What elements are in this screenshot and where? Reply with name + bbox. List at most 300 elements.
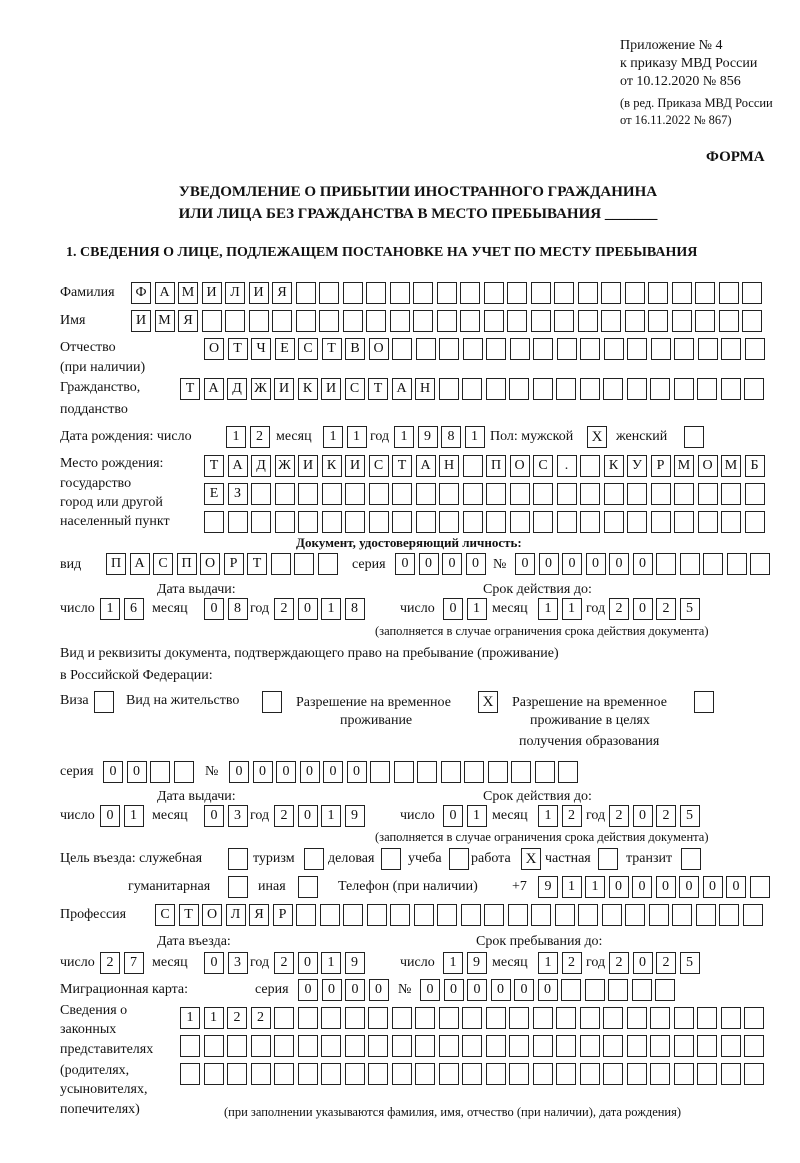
- char-box[interactable]: [745, 511, 765, 533]
- char-box[interactable]: 0: [514, 979, 534, 1001]
- char-box[interactable]: [343, 310, 363, 332]
- char-box[interactable]: [533, 338, 553, 360]
- char-box[interactable]: [462, 1063, 482, 1085]
- char-box[interactable]: [604, 483, 624, 505]
- char-box[interactable]: И: [298, 455, 318, 477]
- char-box[interactable]: [533, 511, 553, 533]
- purpose-private-checkbox[interactable]: [598, 848, 618, 870]
- char-box[interactable]: [557, 511, 577, 533]
- char-box[interactable]: 3: [228, 952, 248, 974]
- char-box[interactable]: [703, 553, 723, 575]
- char-box[interactable]: [296, 310, 316, 332]
- char-box[interactable]: [488, 761, 508, 783]
- char-box[interactable]: У: [627, 455, 647, 477]
- char-box[interactable]: [319, 310, 339, 332]
- char-box[interactable]: 0: [442, 553, 462, 575]
- char-box[interactable]: [251, 511, 271, 533]
- char-box[interactable]: [369, 483, 389, 505]
- char-box[interactable]: И: [274, 378, 294, 400]
- char-box[interactable]: [460, 282, 480, 304]
- char-box[interactable]: [439, 483, 459, 505]
- char-box[interactable]: [439, 1035, 459, 1057]
- char-box[interactable]: К: [604, 455, 624, 477]
- char-box[interactable]: [392, 1063, 412, 1085]
- char-box[interactable]: О: [202, 904, 222, 926]
- char-box[interactable]: Н: [439, 455, 459, 477]
- char-box[interactable]: [460, 310, 480, 332]
- char-box[interactable]: 0: [539, 553, 559, 575]
- char-box[interactable]: [580, 511, 600, 533]
- char-box[interactable]: 0: [633, 553, 653, 575]
- char-box[interactable]: 2: [274, 805, 294, 827]
- char-box[interactable]: [390, 904, 410, 926]
- char-box[interactable]: 1: [465, 426, 485, 448]
- char-box[interactable]: 0: [298, 598, 318, 620]
- char-box[interactable]: [603, 1063, 623, 1085]
- char-box[interactable]: [698, 483, 718, 505]
- char-box[interactable]: 0: [276, 761, 296, 783]
- char-box[interactable]: [557, 483, 577, 505]
- char-box[interactable]: [345, 483, 365, 505]
- char-box[interactable]: 2: [274, 952, 294, 974]
- char-box[interactable]: Е: [204, 483, 224, 505]
- char-box[interactable]: О: [510, 455, 530, 477]
- char-box[interactable]: [674, 511, 694, 533]
- char-box[interactable]: [580, 1007, 600, 1029]
- char-box[interactable]: [251, 1035, 271, 1057]
- char-box[interactable]: [627, 511, 647, 533]
- char-box[interactable]: [535, 761, 555, 783]
- char-box[interactable]: 5: [680, 805, 700, 827]
- char-box[interactable]: [672, 904, 692, 926]
- char-box[interactable]: [578, 282, 598, 304]
- char-box[interactable]: 0: [679, 876, 699, 898]
- char-box[interactable]: 0: [419, 553, 439, 575]
- trp-education-checkbox[interactable]: [694, 691, 714, 713]
- char-box[interactable]: [298, 511, 318, 533]
- char-box[interactable]: И: [321, 378, 341, 400]
- char-box[interactable]: 1: [321, 952, 341, 974]
- char-box[interactable]: [202, 310, 222, 332]
- char-box[interactable]: [437, 282, 457, 304]
- char-box[interactable]: С: [345, 378, 365, 400]
- char-box[interactable]: С: [155, 904, 175, 926]
- char-box[interactable]: [672, 282, 692, 304]
- char-box[interactable]: [225, 310, 245, 332]
- char-box[interactable]: [463, 338, 483, 360]
- purpose-tourism-checkbox[interactable]: [304, 848, 324, 870]
- char-box[interactable]: [439, 1007, 459, 1029]
- char-box[interactable]: Ж: [275, 455, 295, 477]
- char-box[interactable]: 0: [204, 805, 224, 827]
- purpose-study-checkbox[interactable]: [449, 848, 469, 870]
- char-box[interactable]: [603, 378, 623, 400]
- char-box[interactable]: Л: [225, 282, 245, 304]
- char-box[interactable]: [625, 904, 645, 926]
- char-box[interactable]: [695, 310, 715, 332]
- char-box[interactable]: [319, 282, 339, 304]
- char-box[interactable]: [370, 761, 390, 783]
- char-box[interactable]: [744, 1035, 764, 1057]
- char-box[interactable]: Я: [272, 282, 292, 304]
- char-box[interactable]: [533, 483, 553, 505]
- char-box[interactable]: 1: [467, 598, 487, 620]
- char-box[interactable]: П: [106, 553, 126, 575]
- char-box[interactable]: 2: [227, 1007, 247, 1029]
- char-box[interactable]: [655, 979, 675, 1001]
- char-box[interactable]: [672, 310, 692, 332]
- char-box[interactable]: [228, 511, 248, 533]
- char-box[interactable]: [390, 282, 410, 304]
- char-box[interactable]: [298, 1063, 318, 1085]
- char-box[interactable]: 9: [538, 876, 558, 898]
- char-box[interactable]: [439, 1063, 459, 1085]
- char-box[interactable]: [602, 904, 622, 926]
- char-box[interactable]: 0: [345, 979, 365, 1001]
- char-box[interactable]: [392, 338, 412, 360]
- char-box[interactable]: Р: [224, 553, 244, 575]
- char-box[interactable]: [439, 511, 459, 533]
- char-box[interactable]: [627, 1007, 647, 1029]
- char-box[interactable]: 0: [467, 979, 487, 1001]
- char-box[interactable]: 0: [586, 553, 606, 575]
- char-box[interactable]: Т: [247, 553, 267, 575]
- char-box[interactable]: [508, 904, 528, 926]
- char-box[interactable]: [343, 282, 363, 304]
- char-box[interactable]: 0: [347, 761, 367, 783]
- char-box[interactable]: 1: [323, 426, 343, 448]
- char-box[interactable]: С: [153, 553, 173, 575]
- char-box[interactable]: 1: [226, 426, 246, 448]
- char-box[interactable]: И: [345, 455, 365, 477]
- char-box[interactable]: [274, 1063, 294, 1085]
- char-box[interactable]: [533, 378, 553, 400]
- char-box[interactable]: Ф: [131, 282, 151, 304]
- char-box[interactable]: [509, 1063, 529, 1085]
- char-box[interactable]: Д: [251, 455, 271, 477]
- char-box[interactable]: М: [674, 455, 694, 477]
- char-box[interactable]: [486, 1035, 506, 1057]
- char-box[interactable]: [251, 1063, 271, 1085]
- char-box[interactable]: [298, 1007, 318, 1029]
- char-box[interactable]: 0: [703, 876, 723, 898]
- char-box[interactable]: [627, 378, 647, 400]
- trp-checkbox[interactable]: X: [478, 691, 498, 713]
- char-box[interactable]: [561, 979, 581, 1001]
- char-box[interactable]: [697, 1007, 717, 1029]
- char-box[interactable]: [558, 761, 578, 783]
- char-box[interactable]: [608, 979, 628, 1001]
- char-box[interactable]: [486, 511, 506, 533]
- char-box[interactable]: [650, 1035, 670, 1057]
- char-box[interactable]: [345, 1035, 365, 1057]
- char-box[interactable]: 9: [345, 805, 365, 827]
- char-box[interactable]: Т: [392, 455, 412, 477]
- char-box[interactable]: [390, 310, 410, 332]
- char-box[interactable]: А: [416, 455, 436, 477]
- char-box[interactable]: [510, 483, 530, 505]
- char-box[interactable]: [486, 338, 506, 360]
- char-box[interactable]: 0: [300, 761, 320, 783]
- char-box[interactable]: 1: [585, 876, 605, 898]
- char-box[interactable]: 3: [228, 805, 248, 827]
- char-box[interactable]: О: [204, 338, 224, 360]
- char-box[interactable]: [557, 338, 577, 360]
- char-box[interactable]: [368, 1007, 388, 1029]
- char-box[interactable]: [744, 1063, 764, 1085]
- char-box[interactable]: Т: [180, 378, 200, 400]
- char-box[interactable]: [509, 378, 529, 400]
- char-box[interactable]: [750, 876, 770, 898]
- char-box[interactable]: [674, 483, 694, 505]
- char-box[interactable]: М: [721, 455, 741, 477]
- char-box[interactable]: 1: [538, 598, 558, 620]
- char-box[interactable]: 1: [538, 805, 558, 827]
- char-box[interactable]: О: [698, 455, 718, 477]
- char-box[interactable]: 2: [100, 952, 120, 974]
- char-box[interactable]: Л: [226, 904, 246, 926]
- char-box[interactable]: [585, 979, 605, 1001]
- char-box[interactable]: 1: [124, 805, 144, 827]
- purpose-transit-checkbox[interactable]: [681, 848, 701, 870]
- char-box[interactable]: [650, 378, 670, 400]
- char-box[interactable]: [533, 1035, 553, 1057]
- char-box[interactable]: [416, 338, 436, 360]
- char-box[interactable]: [625, 282, 645, 304]
- char-box[interactable]: 7: [124, 952, 144, 974]
- char-box[interactable]: 0: [323, 761, 343, 783]
- char-box[interactable]: 0: [443, 598, 463, 620]
- char-box[interactable]: 0: [491, 979, 511, 1001]
- char-box[interactable]: [721, 483, 741, 505]
- char-box[interactable]: [604, 511, 624, 533]
- char-box[interactable]: 0: [656, 876, 676, 898]
- char-box[interactable]: [554, 310, 574, 332]
- char-box[interactable]: 2: [274, 598, 294, 620]
- char-box[interactable]: [204, 1035, 224, 1057]
- char-box[interactable]: [604, 338, 624, 360]
- char-box[interactable]: [271, 553, 291, 575]
- char-box[interactable]: [580, 483, 600, 505]
- char-box[interactable]: [743, 904, 763, 926]
- char-box[interactable]: [627, 1035, 647, 1057]
- char-box[interactable]: [648, 282, 668, 304]
- char-box[interactable]: [392, 483, 412, 505]
- char-box[interactable]: [507, 310, 527, 332]
- char-box[interactable]: [556, 1035, 576, 1057]
- char-box[interactable]: [750, 553, 770, 575]
- char-box[interactable]: 1: [562, 598, 582, 620]
- char-box[interactable]: [441, 761, 461, 783]
- char-box[interactable]: К: [298, 378, 318, 400]
- char-box[interactable]: 2: [656, 598, 676, 620]
- char-box[interactable]: [627, 338, 647, 360]
- char-box[interactable]: О: [200, 553, 220, 575]
- char-box[interactable]: А: [228, 455, 248, 477]
- char-box[interactable]: [345, 511, 365, 533]
- char-box[interactable]: [649, 904, 669, 926]
- purpose-work-checkbox[interactable]: X: [521, 848, 541, 870]
- char-box[interactable]: [462, 1035, 482, 1057]
- char-box[interactable]: 0: [229, 761, 249, 783]
- char-box[interactable]: 1: [538, 952, 558, 974]
- char-box[interactable]: 0: [103, 761, 123, 783]
- char-box[interactable]: [509, 1007, 529, 1029]
- char-box[interactable]: [698, 338, 718, 360]
- char-box[interactable]: 0: [562, 553, 582, 575]
- char-box[interactable]: 2: [562, 805, 582, 827]
- char-box[interactable]: [533, 1007, 553, 1029]
- char-box[interactable]: [580, 1063, 600, 1085]
- char-box[interactable]: 1: [180, 1007, 200, 1029]
- char-box[interactable]: [366, 282, 386, 304]
- char-box[interactable]: 1: [204, 1007, 224, 1029]
- char-box[interactable]: П: [486, 455, 506, 477]
- char-box[interactable]: [486, 378, 506, 400]
- char-box[interactable]: [603, 1035, 623, 1057]
- char-box[interactable]: 2: [251, 1007, 271, 1029]
- char-box[interactable]: [321, 1035, 341, 1057]
- char-box[interactable]: [721, 511, 741, 533]
- char-box[interactable]: [627, 483, 647, 505]
- char-box[interactable]: [415, 1035, 435, 1057]
- char-box[interactable]: [321, 1007, 341, 1029]
- char-box[interactable]: Т: [228, 338, 248, 360]
- char-box[interactable]: [651, 483, 671, 505]
- char-box[interactable]: [601, 310, 621, 332]
- char-box[interactable]: [249, 310, 269, 332]
- char-box[interactable]: [150, 761, 170, 783]
- char-box[interactable]: [650, 1063, 670, 1085]
- char-box[interactable]: 0: [632, 876, 652, 898]
- char-box[interactable]: 2: [562, 952, 582, 974]
- char-box[interactable]: 9: [345, 952, 365, 974]
- char-box[interactable]: 0: [726, 876, 746, 898]
- char-box[interactable]: [510, 511, 530, 533]
- char-box[interactable]: 0: [538, 979, 558, 1001]
- char-box[interactable]: 0: [298, 979, 318, 1001]
- char-box[interactable]: [578, 904, 598, 926]
- char-box[interactable]: [603, 1007, 623, 1029]
- char-box[interactable]: [651, 338, 671, 360]
- char-box[interactable]: [204, 1063, 224, 1085]
- purpose-other-checkbox[interactable]: [298, 876, 318, 898]
- char-box[interactable]: [674, 338, 694, 360]
- char-box[interactable]: [580, 338, 600, 360]
- char-box[interactable]: [272, 310, 292, 332]
- char-box[interactable]: [416, 511, 436, 533]
- char-box[interactable]: Н: [415, 378, 435, 400]
- char-box[interactable]: [674, 1007, 694, 1029]
- char-box[interactable]: Р: [651, 455, 671, 477]
- char-box[interactable]: [463, 511, 483, 533]
- char-box[interactable]: [298, 1035, 318, 1057]
- char-box[interactable]: [556, 1063, 576, 1085]
- char-box[interactable]: [697, 1063, 717, 1085]
- char-box[interactable]: [274, 1035, 294, 1057]
- purpose-official-checkbox[interactable]: [228, 848, 248, 870]
- char-box[interactable]: [531, 282, 551, 304]
- char-box[interactable]: 1: [321, 805, 341, 827]
- char-box[interactable]: А: [130, 553, 150, 575]
- char-box[interactable]: [322, 511, 342, 533]
- char-box[interactable]: [656, 553, 676, 575]
- char-box[interactable]: [392, 1035, 412, 1057]
- char-box[interactable]: [533, 1063, 553, 1085]
- char-box[interactable]: 0: [204, 598, 224, 620]
- char-box[interactable]: Д: [227, 378, 247, 400]
- char-box[interactable]: [368, 1035, 388, 1057]
- char-box[interactable]: [274, 1007, 294, 1029]
- char-box[interactable]: [721, 338, 741, 360]
- char-box[interactable]: Б: [745, 455, 765, 477]
- char-box[interactable]: 0: [633, 805, 653, 827]
- char-box[interactable]: 0: [253, 761, 273, 783]
- char-box[interactable]: [578, 310, 598, 332]
- char-box[interactable]: 0: [100, 805, 120, 827]
- char-box[interactable]: [345, 1007, 365, 1029]
- char-box[interactable]: [227, 1063, 247, 1085]
- char-box[interactable]: [461, 904, 481, 926]
- char-box[interactable]: [439, 378, 459, 400]
- char-box[interactable]: [486, 483, 506, 505]
- char-box[interactable]: 2: [656, 805, 676, 827]
- char-box[interactable]: [296, 282, 316, 304]
- male-checkbox[interactable]: X: [587, 426, 607, 448]
- char-box[interactable]: [180, 1035, 200, 1057]
- char-box[interactable]: [554, 282, 574, 304]
- char-box[interactable]: [632, 979, 652, 1001]
- char-box[interactable]: [462, 1007, 482, 1029]
- char-box[interactable]: 0: [322, 979, 342, 1001]
- char-box[interactable]: 0: [609, 553, 629, 575]
- char-box[interactable]: [392, 511, 412, 533]
- char-box[interactable]: Т: [204, 455, 224, 477]
- char-box[interactable]: [580, 455, 600, 477]
- char-box[interactable]: [345, 1063, 365, 1085]
- char-box[interactable]: 2: [609, 952, 629, 974]
- char-box[interactable]: И: [249, 282, 269, 304]
- char-box[interactable]: [674, 378, 694, 400]
- char-box[interactable]: Р: [273, 904, 293, 926]
- char-box[interactable]: 9: [418, 426, 438, 448]
- char-box[interactable]: [511, 761, 531, 783]
- char-box[interactable]: И: [202, 282, 222, 304]
- char-box[interactable]: А: [155, 282, 175, 304]
- char-box[interactable]: [742, 310, 762, 332]
- char-box[interactable]: 1: [467, 805, 487, 827]
- char-box[interactable]: Я: [249, 904, 269, 926]
- char-box[interactable]: [275, 483, 295, 505]
- char-box[interactable]: В: [345, 338, 365, 360]
- char-box[interactable]: 8: [345, 598, 365, 620]
- char-box[interactable]: [601, 282, 621, 304]
- char-box[interactable]: [180, 1063, 200, 1085]
- char-box[interactable]: [509, 1035, 529, 1057]
- char-box[interactable]: [416, 483, 436, 505]
- char-box[interactable]: 1: [347, 426, 367, 448]
- char-box[interactable]: [625, 310, 645, 332]
- char-box[interactable]: Ж: [251, 378, 271, 400]
- char-box[interactable]: [744, 378, 764, 400]
- char-box[interactable]: [697, 1035, 717, 1057]
- char-box[interactable]: М: [178, 282, 198, 304]
- char-box[interactable]: 6: [124, 598, 144, 620]
- char-box[interactable]: К: [322, 455, 342, 477]
- char-box[interactable]: [650, 1007, 670, 1029]
- char-box[interactable]: .: [557, 455, 577, 477]
- char-box[interactable]: 0: [369, 979, 389, 1001]
